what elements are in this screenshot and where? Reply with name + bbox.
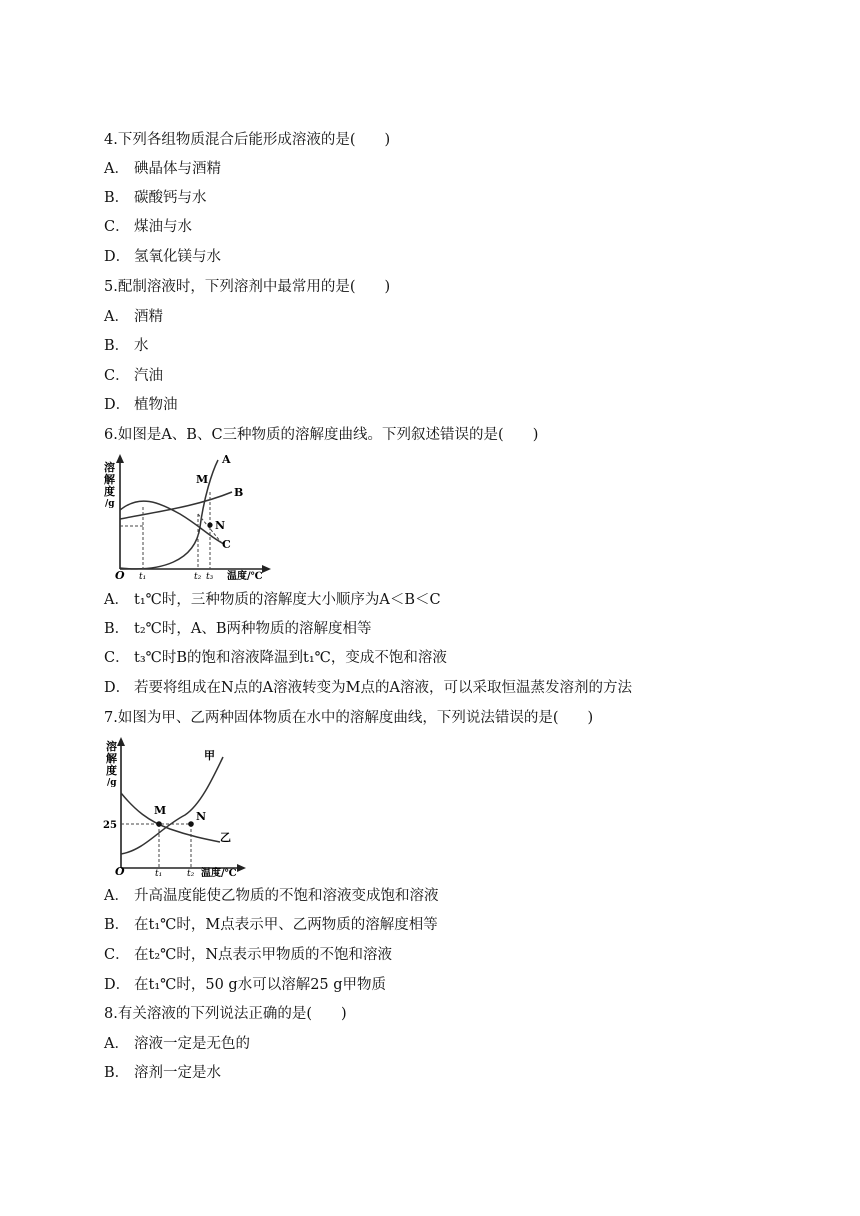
- question-5-option-a: [104, 307, 163, 327]
- xtick-t1: t₁: [155, 869, 163, 878]
- question-7-option-c: [104, 945, 392, 965]
- point-n: [188, 821, 194, 827]
- origin-label: O: [115, 865, 125, 878]
- xtick-t2: t₂: [194, 572, 202, 582]
- y-label-unit: /g: [105, 499, 115, 509]
- option-label: D．: [104, 249, 131, 265]
- question-6-option-b: [104, 619, 372, 639]
- option-label: A．: [104, 161, 129, 177]
- xtick-t3: t₃: [206, 572, 214, 582]
- curve-c: [120, 501, 224, 544]
- solubility-chart-abc: [100, 452, 275, 582]
- option-label: C．: [104, 219, 130, 235]
- option-text: 酒精: [134, 309, 163, 325]
- option-text: 在t₁℃时，50 g水可以溶解25 g甲物质: [134, 977, 387, 993]
- option-text: 植物油: [134, 397, 178, 413]
- question-7-option-d: [104, 975, 386, 995]
- xtick-t1: t₁: [139, 572, 147, 582]
- curve-b: [120, 492, 232, 519]
- option-text: 汽油: [134, 368, 163, 384]
- y-label-char-3: 度: [104, 485, 115, 498]
- point-n-label: N: [196, 810, 207, 823]
- option-text: t₃℃时B的饱和溶液降温到t₁℃，变成不饱和溶液: [134, 650, 447, 666]
- curve-jia-label: 甲: [204, 749, 215, 762]
- question-5-option-b: [104, 336, 149, 356]
- x-axis-arrow: [237, 864, 246, 872]
- question-8-stem: 8.有关溶液的下列说法正确的是( ): [104, 1006, 347, 1022]
- x-axis-arrow: [262, 565, 271, 573]
- option-label: B．: [104, 190, 130, 206]
- option-label: B．: [104, 621, 130, 637]
- option-text: 若要将组成在N点的A溶液转变为M点的A溶液，可以采取恒温蒸发溶剂的方法: [134, 680, 632, 696]
- y-label-unit: /g: [107, 778, 117, 788]
- x-axis-label: 温度/℃: [227, 571, 263, 582]
- option-text: t₂℃时，A、B两种物质的溶解度相等: [134, 621, 372, 637]
- point-m-label: M: [196, 473, 209, 486]
- question-4-option-b: [104, 188, 207, 208]
- question-4-stem: 4.下列各组物质混合后能形成溶液的是( ): [104, 132, 391, 148]
- question-8-option-a: [104, 1034, 250, 1054]
- y-axis-label: [104, 460, 119, 509]
- point-m-label: M: [154, 804, 167, 817]
- question-6-option-d: [104, 678, 632, 698]
- x-axis-label: 温度/℃: [201, 868, 237, 878]
- option-label: A．: [104, 309, 129, 325]
- question-5-option-d: [104, 395, 178, 415]
- curve-yi-label: 乙: [220, 831, 231, 844]
- y-label-char-3: 度: [106, 764, 117, 777]
- option-text: 升高温度能使乙物质的不饱和溶液变成饱和溶液: [134, 888, 439, 904]
- curve-c-label: C: [222, 538, 231, 551]
- option-label: D．: [104, 977, 131, 993]
- ytick-25: 25: [103, 820, 117, 831]
- question-8-option-b: [104, 1063, 221, 1083]
- xtick-t2: t₂: [187, 869, 195, 878]
- option-label: A．: [104, 1036, 129, 1052]
- y-label-char-2: 解: [104, 473, 115, 486]
- option-label: A．: [104, 888, 129, 904]
- option-label: D．: [104, 680, 131, 696]
- curve-a-label: A: [222, 453, 231, 466]
- option-label: C．: [104, 368, 130, 384]
- option-label: C．: [104, 650, 130, 666]
- option-text: 碳酸钙与水: [134, 190, 207, 206]
- question-4-option-d: [104, 247, 221, 267]
- option-label: B．: [104, 917, 130, 933]
- solubility-chart-jia-yi: [100, 735, 250, 878]
- option-label: C．: [104, 947, 130, 963]
- y-label-char-1: 溶: [104, 461, 115, 474]
- y-axis-label: [106, 739, 121, 788]
- option-text: 在t₁℃时，M点表示甲、乙两物质的溶解度相等: [134, 917, 438, 933]
- y-label-char-1: 溶: [106, 740, 117, 753]
- curve-b-label: B: [234, 486, 244, 499]
- question-5-stem: 5.配制溶液时，下列溶剂中最常用的是( ): [104, 279, 391, 295]
- y-label-char-2: 解: [106, 752, 117, 765]
- option-label: B．: [104, 1065, 130, 1081]
- question-7-option-b: [104, 915, 438, 935]
- point-m: [156, 821, 162, 827]
- question-6-stem: 6.如图是A、B、C三种物质的溶解度曲线。下列叙述错误的是( ): [104, 427, 539, 443]
- option-text: 煤油与水: [134, 219, 192, 235]
- option-text: t₁℃时，三种物质的溶解度大小顺序为A＜B＜C: [134, 592, 441, 608]
- question-7-option-a: [104, 886, 439, 906]
- point-n-label: N: [215, 519, 226, 532]
- question-4-option-c: [104, 217, 192, 237]
- question-4-option-a: [104, 159, 221, 179]
- point-n: [207, 522, 212, 527]
- option-text: 水: [134, 338, 149, 354]
- option-label: A．: [104, 592, 129, 608]
- option-text: 氢氧化镁与水: [134, 249, 221, 265]
- question-5-option-c: [104, 366, 163, 386]
- origin-label: O: [115, 569, 125, 582]
- question-6-option-a: [104, 590, 441, 610]
- option-text: 溶剂一定是水: [134, 1065, 221, 1081]
- option-text: 碘晶体与酒精: [134, 161, 221, 177]
- option-label: B．: [104, 338, 130, 354]
- question-7-stem: 7.如图为甲、乙两种固体物质在水中的溶解度曲线，下列说法错误的是( ): [104, 710, 594, 726]
- question-6-option-c: [104, 648, 447, 668]
- option-text: 溶液一定是无色的: [134, 1036, 250, 1052]
- option-text: 在t₂℃时，N点表示甲物质的不饱和溶液: [134, 947, 393, 963]
- option-label: D．: [104, 397, 131, 413]
